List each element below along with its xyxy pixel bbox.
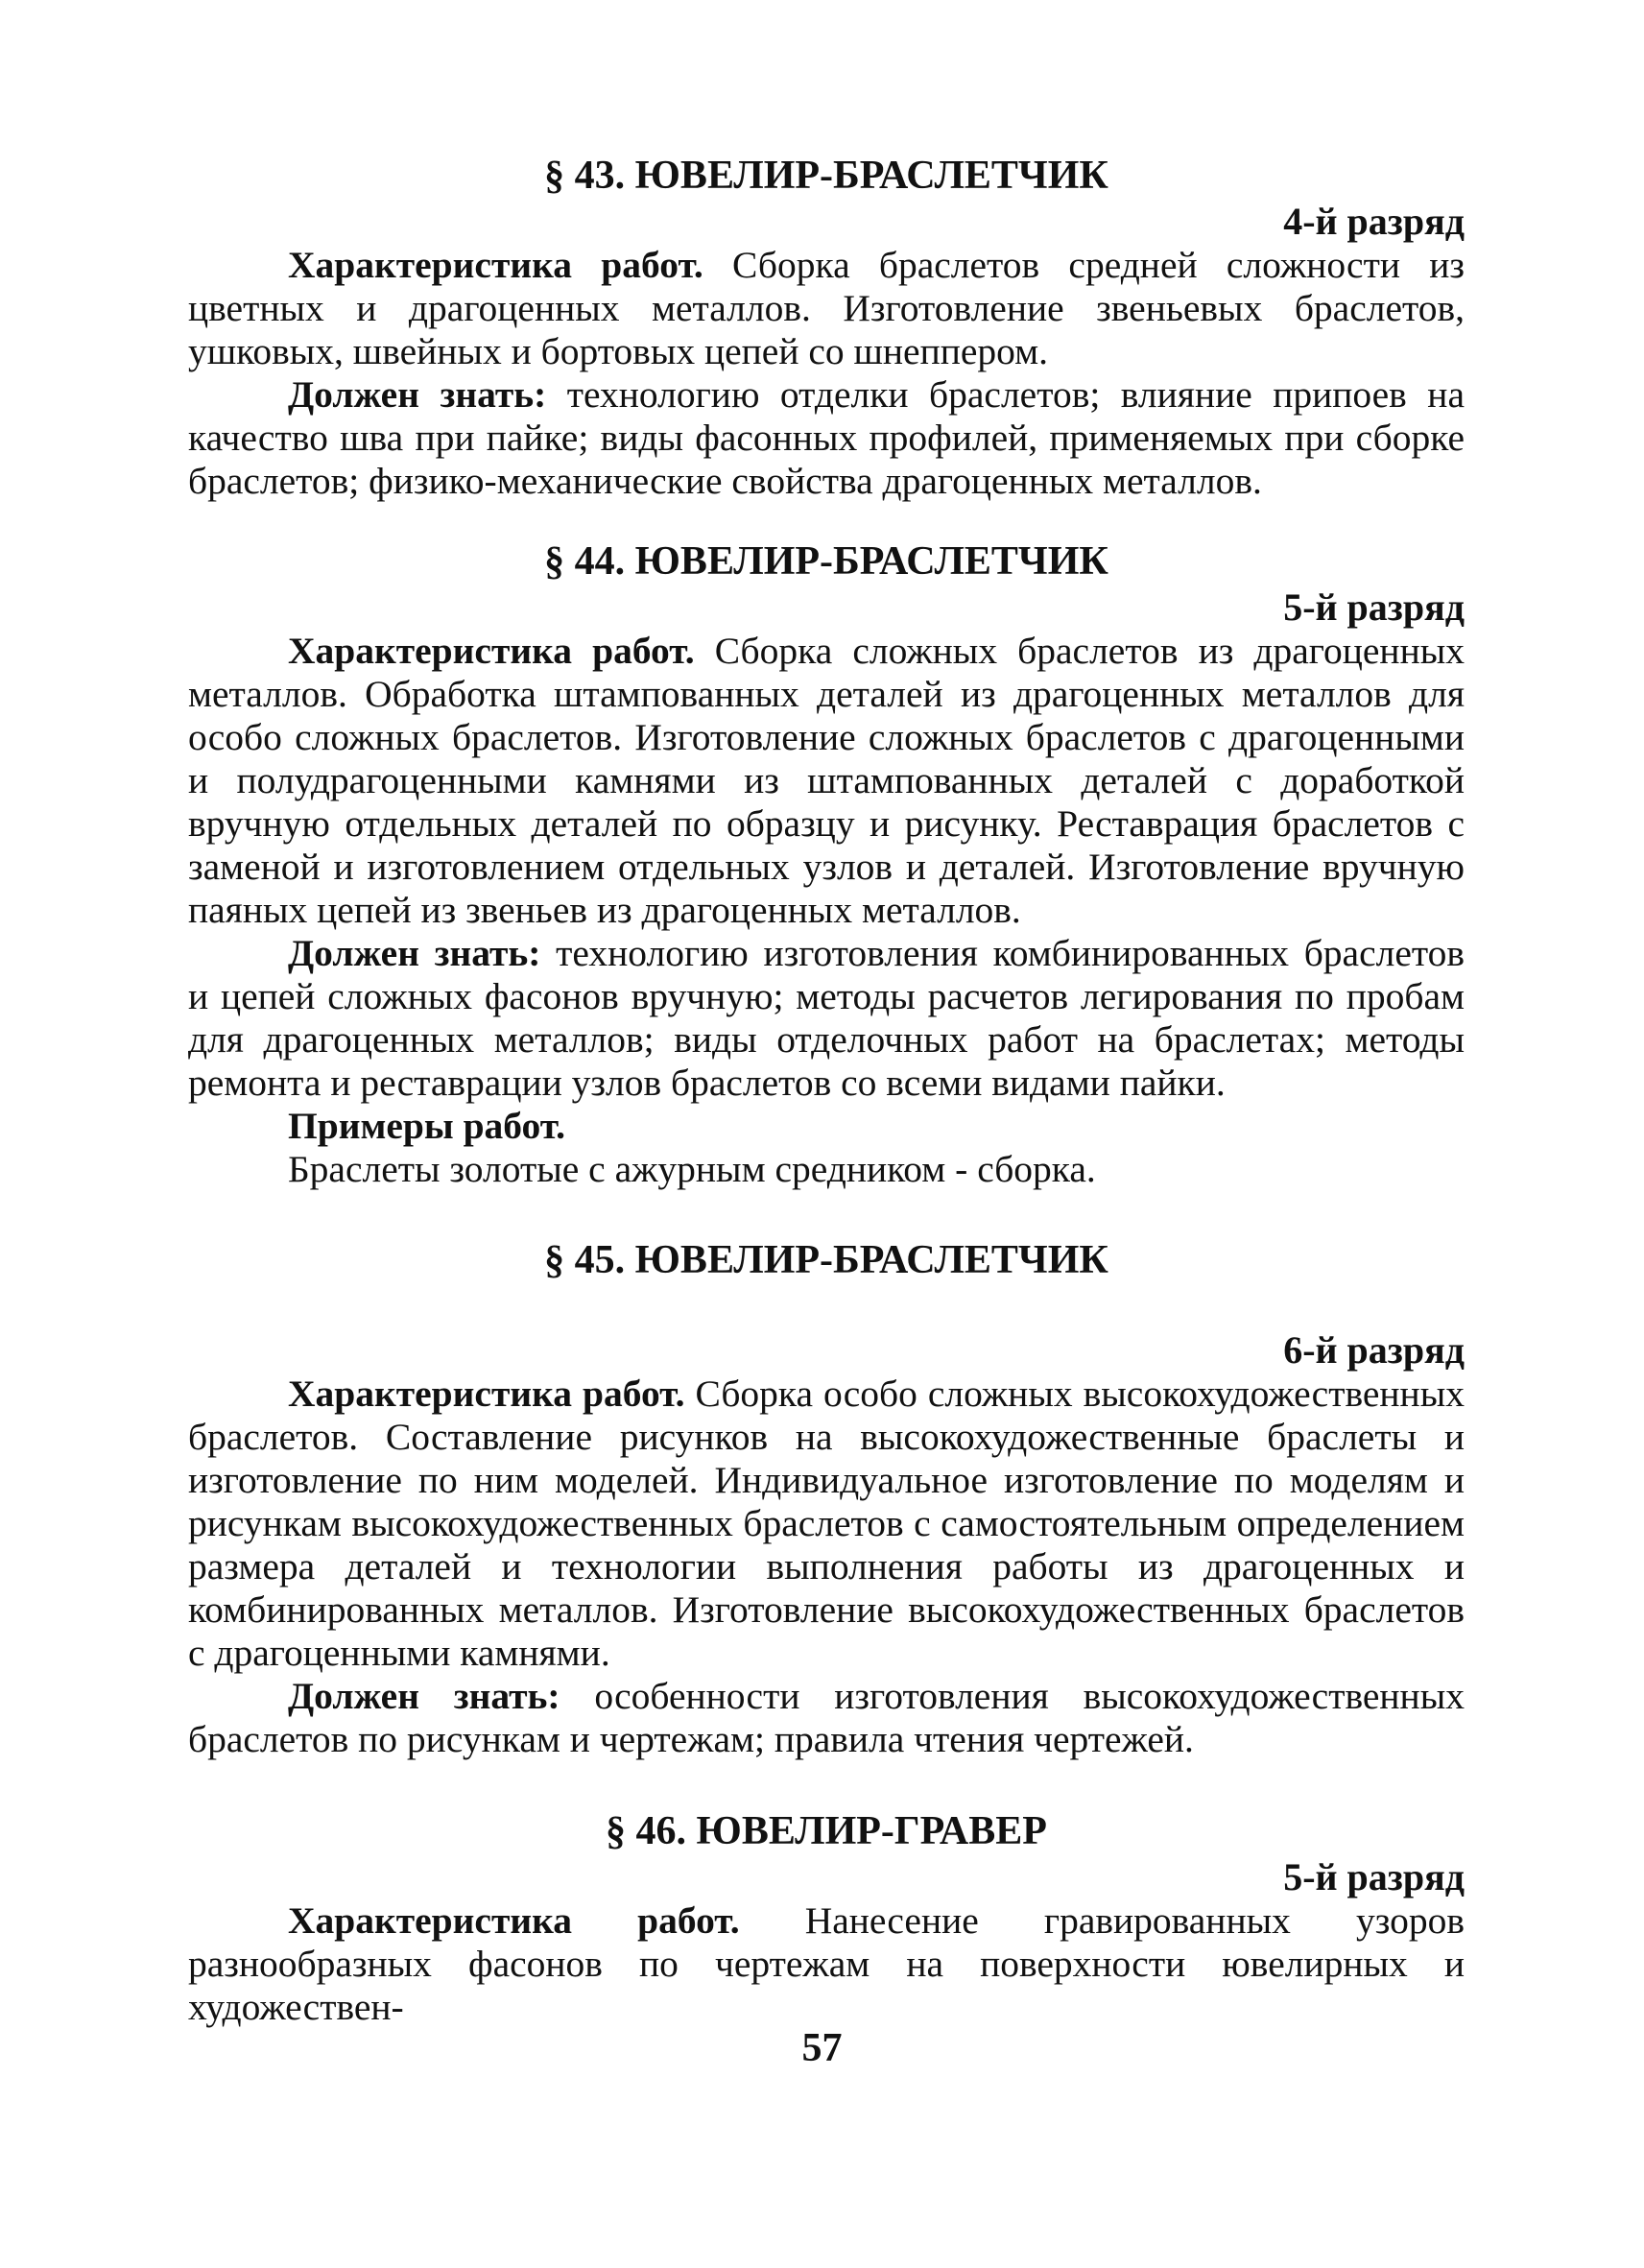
section-46 bbox=[188, 1807, 1465, 2029]
characteristic-paragraph bbox=[188, 1899, 1465, 2029]
section-43 bbox=[188, 152, 1465, 503]
characteristic-text: Сборка особо сложных высокохудожественных браслетов. Составление рисунков на высокохудожественные браслеты и изготовление по ним моделей. Индивидуальное изготовление по моделям и рисункам высокохудожественных браслетов с самостоятельным определением размера деталей и технологии выполнения работы из драгоценных и комбинированных металлов. Изготовление высокохудожественных браслетов с драгоценными камнями. bbox=[188, 1373, 1465, 1674]
knowledge-text: технологию изготовления комбинированных браслетов и цепей сложных фасонов вручную; методы расчетов легирования по пробам для драгоценных металлов; виды отделочных работ на браслетах; методы ремонта и реставрации узлов браслетов со всеми видами пайки. bbox=[188, 932, 1465, 1104]
knowledge-paragraph bbox=[188, 1675, 1465, 1761]
characteristic-paragraph bbox=[188, 1373, 1465, 1675]
characteristic-paragraph bbox=[188, 630, 1465, 932]
grade-label: 6-й разряд bbox=[1283, 1328, 1465, 1372]
examples-label: Примеры работ. bbox=[288, 1105, 566, 1147]
knowledge-label: Должен знать: bbox=[288, 932, 541, 974]
characteristic-text: Сборка браслетов средней сложности из цветных и драгоценных металлов. Изготовление звеньевых браслетов, ушковых, швейных и бортовых цепей со шнеппером. bbox=[188, 244, 1465, 372]
section-title: § 46. ЮВЕЛИР-ГРАВЕР bbox=[606, 1809, 1047, 1853]
section-title: § 44. ЮВЕЛИР-БРАСЛЕТЧИК bbox=[544, 539, 1108, 584]
knowledge-label: Должен знать: bbox=[288, 373, 547, 416]
knowledge-text: особенности изготовления высокохудожественных браслетов по рисункам и чертежам; правила чтения чертежей. bbox=[188, 1675, 1465, 1760]
characteristic-text: Сборка сложных браслетов из драгоценных металлов. Обработка штампованных деталей из драгоценных металлов для особо сложных браслетов. Изготовление сложных браслетов с драгоценными и полудрагоценными камнями из штампованных деталей с доработкой вручную отдельных деталей по образцу и рисунку. Реставрация браслетов с заменой и изготовлением отдельных узлов и деталей. Изготовление вручную паяных цепей из звеньев из драгоценных металлов. bbox=[188, 630, 1465, 931]
characteristic-text: Нанесение гравированных узоров разнообразных фасонов по чертежам на поверхности ювелирных и художествен- bbox=[188, 1899, 1465, 2028]
examples-heading bbox=[188, 1105, 1465, 1148]
characteristic-label: Характеристика работ. bbox=[288, 1899, 740, 1942]
grade-label: 5-й разряд bbox=[1283, 1855, 1465, 1898]
grade-label: 5-й разряд bbox=[1283, 585, 1465, 629]
knowledge-paragraph bbox=[188, 373, 1465, 503]
section-title: § 43. ЮВЕЛИР-БРАСЛЕТЧИК bbox=[544, 154, 1108, 198]
spacer bbox=[188, 1284, 1465, 1328]
knowledge-paragraph bbox=[188, 932, 1465, 1105]
section-title: § 45. ЮВЕЛИР-БРАСЛЕТЧИК bbox=[544, 1238, 1108, 1282]
characteristic-label: Характеристика работ. bbox=[288, 1373, 685, 1415]
section-44 bbox=[188, 537, 1465, 1191]
grade-label: 4-й разряд bbox=[1283, 200, 1465, 243]
page-number: 57 bbox=[801, 2026, 843, 2070]
examples-text: Браслеты золотые с ажурным средником - сборка. bbox=[288, 1148, 1096, 1190]
characteristic-label: Характеристика работ. bbox=[288, 630, 695, 672]
characteristic-paragraph bbox=[188, 244, 1465, 373]
section-45 bbox=[188, 1236, 1465, 1761]
knowledge-label: Должен знать: bbox=[288, 1675, 560, 1717]
characteristic-label: Характеристика работ. bbox=[288, 244, 703, 286]
knowledge-text: технологию отделки браслетов; влияние припоев на качество шва при пайке; виды фасонных профилей, применяемых при сборке браслетов; физико-механические свойства драгоценных металлов. bbox=[188, 373, 1465, 502]
